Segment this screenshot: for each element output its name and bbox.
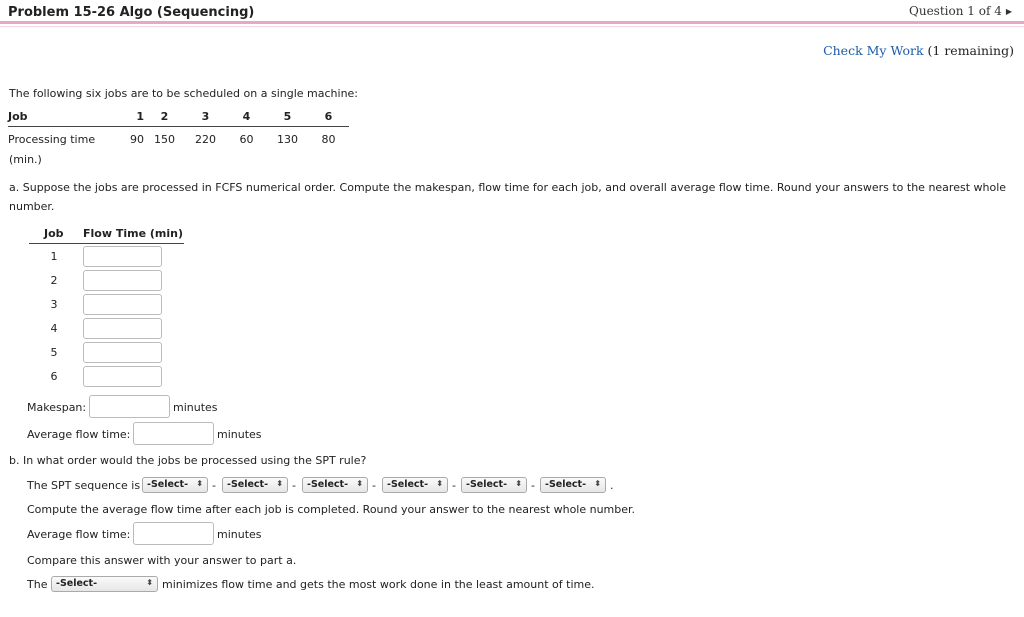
makespan-unit: minutes bbox=[173, 401, 218, 414]
compare-instruction: Compare this answer with your answer to part a. bbox=[27, 554, 297, 567]
flow-time-input-job-4[interactable] bbox=[83, 318, 162, 339]
flow-time-input-job-1[interactable] bbox=[83, 246, 162, 267]
sequence-period: . bbox=[610, 479, 614, 492]
flow-row-job: 4 bbox=[50, 322, 58, 335]
spt-select-1[interactable] bbox=[142, 477, 208, 493]
chevron-updown-icon: ⬍ bbox=[594, 479, 601, 488]
processing-time-cell: 90 bbox=[130, 133, 144, 146]
job-table-header bbox=[8, 110, 349, 127]
job-header-cell: 1 bbox=[116, 110, 144, 127]
flow-row-job: 5 bbox=[50, 346, 58, 359]
chevron-updown-icon: ⬍ bbox=[515, 479, 522, 488]
spt-select-6[interactable] bbox=[540, 477, 606, 493]
job-header-cell: 6 bbox=[308, 110, 349, 127]
sequence-dash: - bbox=[531, 479, 535, 492]
chevron-updown-icon: ⬍ bbox=[436, 479, 443, 488]
spt-select-4[interactable] bbox=[382, 477, 448, 493]
part-a-question: a. Suppose the jobs are processed in FCFS numerical order. Compute the makespan, flow time for each job, and overall average flow time. Round your answers to the nearest whole number. bbox=[9, 181, 1007, 213]
avg-flow-label-b: Average flow time: bbox=[27, 528, 131, 541]
sequence-dash: - bbox=[212, 479, 216, 492]
part-b-question: b. In what order would the jobs be processed using the SPT rule? bbox=[9, 454, 367, 467]
avg-flow-unit-b: minutes bbox=[217, 528, 262, 541]
select-value: -Select- bbox=[387, 479, 429, 490]
sequence-dash: - bbox=[452, 479, 456, 492]
header-divider bbox=[0, 21, 1024, 24]
check-my-work-link[interactable]: Check My Work bbox=[823, 43, 924, 58]
flow-row-job: 3 bbox=[50, 298, 58, 311]
page-title: Problem 15-26 Algo (Sequencing) bbox=[8, 5, 255, 20]
final-statement: minimizes flow time and gets the most work done in the least amount of time. bbox=[162, 578, 595, 591]
select-value: -Select- bbox=[147, 479, 189, 490]
job-header-cell: 4 bbox=[226, 110, 267, 127]
intro-text: The following six jobs are to be scheduled on a single machine: bbox=[9, 87, 359, 100]
spt-select-5[interactable] bbox=[461, 477, 527, 493]
header-divider-light bbox=[0, 26, 1024, 27]
processing-time-cell: 220 bbox=[195, 133, 216, 146]
flow-table-divider bbox=[29, 243, 184, 244]
final-the-label: The bbox=[27, 578, 48, 591]
flow-table-flow-header: Flow Time (min) bbox=[83, 227, 183, 240]
avg-flow-label-a: Average flow time: bbox=[27, 428, 131, 441]
processing-time-unit: (min.) bbox=[9, 153, 42, 166]
select-value: -Select- bbox=[227, 479, 269, 490]
flow-table-job-header: Job bbox=[44, 227, 64, 240]
question-nav[interactable] bbox=[909, 4, 1012, 18]
job-header-label: Job bbox=[8, 110, 116, 127]
rule-select[interactable] bbox=[51, 576, 158, 592]
select-value: -Select- bbox=[307, 479, 349, 490]
flow-time-input-job-6[interactable] bbox=[83, 366, 162, 387]
flow-time-input-job-5[interactable] bbox=[83, 342, 162, 363]
select-value: -Select- bbox=[56, 578, 98, 589]
select-value: -Select- bbox=[466, 479, 508, 490]
avg-flow-input-b[interactable] bbox=[133, 522, 214, 545]
job-header-cell: 3 bbox=[185, 110, 226, 127]
processing-time-cell: 130 bbox=[277, 133, 298, 146]
processing-time-cell: 150 bbox=[154, 133, 175, 146]
processing-time-row bbox=[8, 127, 349, 152]
avg-flow-unit-a: minutes bbox=[217, 428, 262, 441]
next-arrow-icon[interactable]: ▶ bbox=[1005, 7, 1012, 16]
processing-time-label: Processing time bbox=[8, 133, 96, 146]
spt-sequence-label: The SPT sequence is bbox=[27, 479, 141, 492]
select-value: -Select- bbox=[545, 479, 587, 490]
flow-time-input-job-2[interactable] bbox=[83, 270, 162, 291]
check-work bbox=[823, 43, 1014, 58]
chevron-updown-icon: ⬍ bbox=[146, 578, 153, 587]
compute-instruction: Compute the average flow time after each job is completed. Round your answer to the nearest whole number. bbox=[27, 503, 636, 516]
sequence-dash: - bbox=[372, 479, 376, 492]
job-header-cell: 2 bbox=[144, 110, 185, 127]
spt-select-3[interactable] bbox=[302, 477, 368, 493]
job-table bbox=[8, 110, 349, 151]
check-work-remaining: (1 remaining) bbox=[927, 43, 1014, 58]
chevron-updown-icon: ⬍ bbox=[196, 479, 203, 488]
sequence-dash: - bbox=[292, 479, 296, 492]
makespan-input[interactable] bbox=[89, 395, 170, 418]
processing-time-cell: 80 bbox=[321, 133, 336, 146]
spt-select-2[interactable] bbox=[222, 477, 288, 493]
chevron-updown-icon: ⬍ bbox=[276, 479, 283, 488]
makespan-label: Makespan: bbox=[27, 401, 87, 414]
avg-flow-input-a[interactable] bbox=[133, 422, 214, 445]
processing-time-cell: 60 bbox=[239, 133, 254, 146]
flow-row-job: 6 bbox=[50, 370, 58, 383]
flow-row-job: 1 bbox=[50, 250, 58, 263]
question-nav-label: Question 1 of 4 bbox=[909, 4, 1002, 18]
flow-row-job: 2 bbox=[50, 274, 58, 287]
flow-time-input-job-3[interactable] bbox=[83, 294, 162, 315]
job-header-cell: 5 bbox=[267, 110, 308, 127]
chevron-updown-icon: ⬍ bbox=[356, 479, 363, 488]
